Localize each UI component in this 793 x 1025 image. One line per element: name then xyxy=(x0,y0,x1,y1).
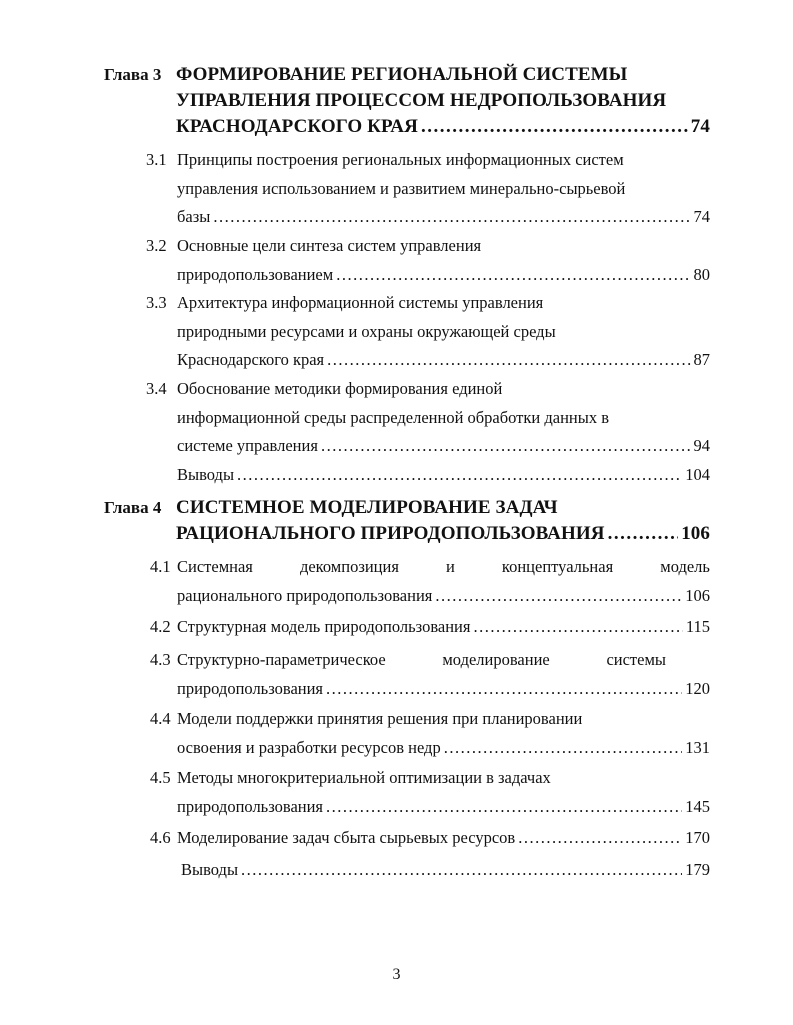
section-page: 106 xyxy=(685,585,710,605)
dot-leader xyxy=(444,734,683,763)
section-title-last-line xyxy=(177,582,710,611)
word: концептуальная xyxy=(501,557,614,576)
word: Системная xyxy=(177,557,253,576)
section-page: 74 xyxy=(693,207,710,226)
chapter-4-title-last-line xyxy=(176,521,710,547)
conclusions-line xyxy=(177,461,710,490)
section-number: 4.5 xyxy=(150,768,171,787)
section-title-line: Принципы построения региональных информационных систем xyxy=(177,150,624,169)
section-title-last-line xyxy=(177,432,710,461)
section-title-line: Обоснование методики формирования единой xyxy=(177,379,503,398)
section-page: 87 xyxy=(693,350,710,369)
conclusions-page: 104 xyxy=(685,465,710,484)
conclusions-page: 179 xyxy=(685,860,710,879)
section-title-line: управления использованием и развитием минерально-сырьевой xyxy=(177,178,626,198)
section-page: 120 xyxy=(685,678,710,698)
section-title-text: природопользования xyxy=(177,678,324,698)
section-number: 3.3 xyxy=(146,293,167,312)
section-title xyxy=(177,232,710,289)
section-number: 4.3 xyxy=(150,650,171,669)
section-title xyxy=(177,764,710,821)
section-number: 3.4 xyxy=(146,379,167,398)
section-page: 145 xyxy=(685,796,710,816)
dot-leader xyxy=(473,613,682,642)
section-title xyxy=(177,375,710,461)
section-number: 3.1 xyxy=(146,150,167,169)
chapter-3-title-last-line xyxy=(176,114,710,140)
dot-leader xyxy=(336,261,690,290)
section-title-last-line xyxy=(177,261,710,290)
section-page: 94 xyxy=(693,436,710,455)
chapter-4-title-line: СИСТЕМНОЕ МОДЕЛИРОВАНИЕ ЗАДАЧ xyxy=(176,497,558,518)
chapter-3-title-line: УПРАВЛЕНИЯ ПРОЦЕССОМ НЕДРОПОЛЬЗОВАНИЯ xyxy=(176,90,667,111)
section-title-text: освоения и разработки ресурсов недр xyxy=(177,737,441,757)
word: системы xyxy=(606,650,666,669)
chapter-4-label: Глава 4 xyxy=(104,498,162,517)
section-title xyxy=(177,289,710,375)
dot-leader xyxy=(327,346,690,375)
section-title-text: природопользованием xyxy=(177,264,334,284)
dot-leader xyxy=(421,114,688,140)
section-title-line: Модели поддержки принятия решения при планировании xyxy=(177,709,583,728)
section-title-line: Методы многокритериальной оптимизации в задачах xyxy=(177,768,551,787)
section-title-last-line xyxy=(177,613,710,642)
dot-leader xyxy=(326,793,682,822)
dot-leader xyxy=(518,824,682,853)
section-title xyxy=(177,824,710,853)
chapter-3-title-text: КРАСНОДАРСКОГО КРАЯ xyxy=(176,116,418,137)
dot-leader xyxy=(326,675,682,704)
section-title-last-line xyxy=(177,793,710,822)
section-number: 3.2 xyxy=(146,236,167,255)
section-title-line: Архитектура информационной системы управления xyxy=(177,293,544,312)
section-title xyxy=(177,146,710,232)
section-number: 4.4 xyxy=(150,709,171,728)
chapter-4-title-text: РАЦИОНАЛЬНОГО ПРИРОДОПОЛЬЗОВАНИЯ xyxy=(176,523,605,544)
section-page: 115 xyxy=(685,617,710,636)
section-title xyxy=(177,553,710,610)
dot-leader xyxy=(321,432,691,461)
section-title-text: Структурная модель природопользования xyxy=(177,617,471,636)
section-title-text: рационального природопользования xyxy=(177,585,433,605)
section-title-last-line xyxy=(177,203,710,232)
conclusions-text: Выводы xyxy=(177,465,235,484)
section-title-justified-line xyxy=(177,553,710,582)
section-title-text: Краснодарского края xyxy=(177,350,325,369)
section-title-line: Основные цели синтеза систем управления xyxy=(177,236,482,255)
dot-leader xyxy=(608,521,679,547)
conclusions-text: Выводы xyxy=(181,860,239,879)
section-title-last-line xyxy=(177,675,710,704)
section-title-last-line xyxy=(177,824,710,853)
word: декомпозиция xyxy=(299,557,399,576)
section-title xyxy=(177,613,710,642)
section-page: 131 xyxy=(685,737,710,757)
chapter-3-label: Глава 3 xyxy=(104,65,162,84)
chapter-4-page: 106 xyxy=(681,523,710,544)
section-title-last-line xyxy=(177,734,710,763)
section-title-line: информационной среды распределенной обработки данных в xyxy=(177,407,609,427)
page-number: 3 xyxy=(392,966,401,983)
section-title-justified-line xyxy=(177,646,710,675)
chapter-4-title xyxy=(176,495,710,547)
dot-leader xyxy=(237,461,682,490)
section-page: 80 xyxy=(693,264,710,284)
section-title-text: системе управления xyxy=(177,436,318,455)
section-page: 170 xyxy=(685,828,710,847)
section-number: 4.6 xyxy=(150,828,171,847)
section-title-text: Моделирование задач сбыта сырьевых ресурсов xyxy=(177,828,516,847)
chapter-3-title-line: ФОРМИРОВАНИЕ РЕГИОНАЛЬНОЙ СИСТЕМЫ xyxy=(176,64,628,85)
word: моделирование xyxy=(442,650,550,669)
section-title-last-line xyxy=(177,346,710,375)
conclusions-line xyxy=(181,856,710,885)
word: модель xyxy=(660,557,710,576)
section-title-text: природопользования xyxy=(177,796,324,816)
section-number: 4.1 xyxy=(150,557,171,576)
chapter-3-title xyxy=(176,62,710,140)
section-title xyxy=(177,646,710,703)
section-title-line: природными ресурсами и охраны окружающей среды xyxy=(177,321,556,341)
dot-leader xyxy=(435,582,682,611)
section-title-text: базы xyxy=(177,207,211,226)
chapter-3-page: 74 xyxy=(690,116,710,137)
section-number: 4.2 xyxy=(150,617,171,636)
dot-leader xyxy=(213,203,690,232)
word: Структурно-параметрическое xyxy=(177,650,386,669)
section-title xyxy=(177,705,710,762)
dot-leader xyxy=(241,856,682,885)
word: и xyxy=(446,557,455,576)
